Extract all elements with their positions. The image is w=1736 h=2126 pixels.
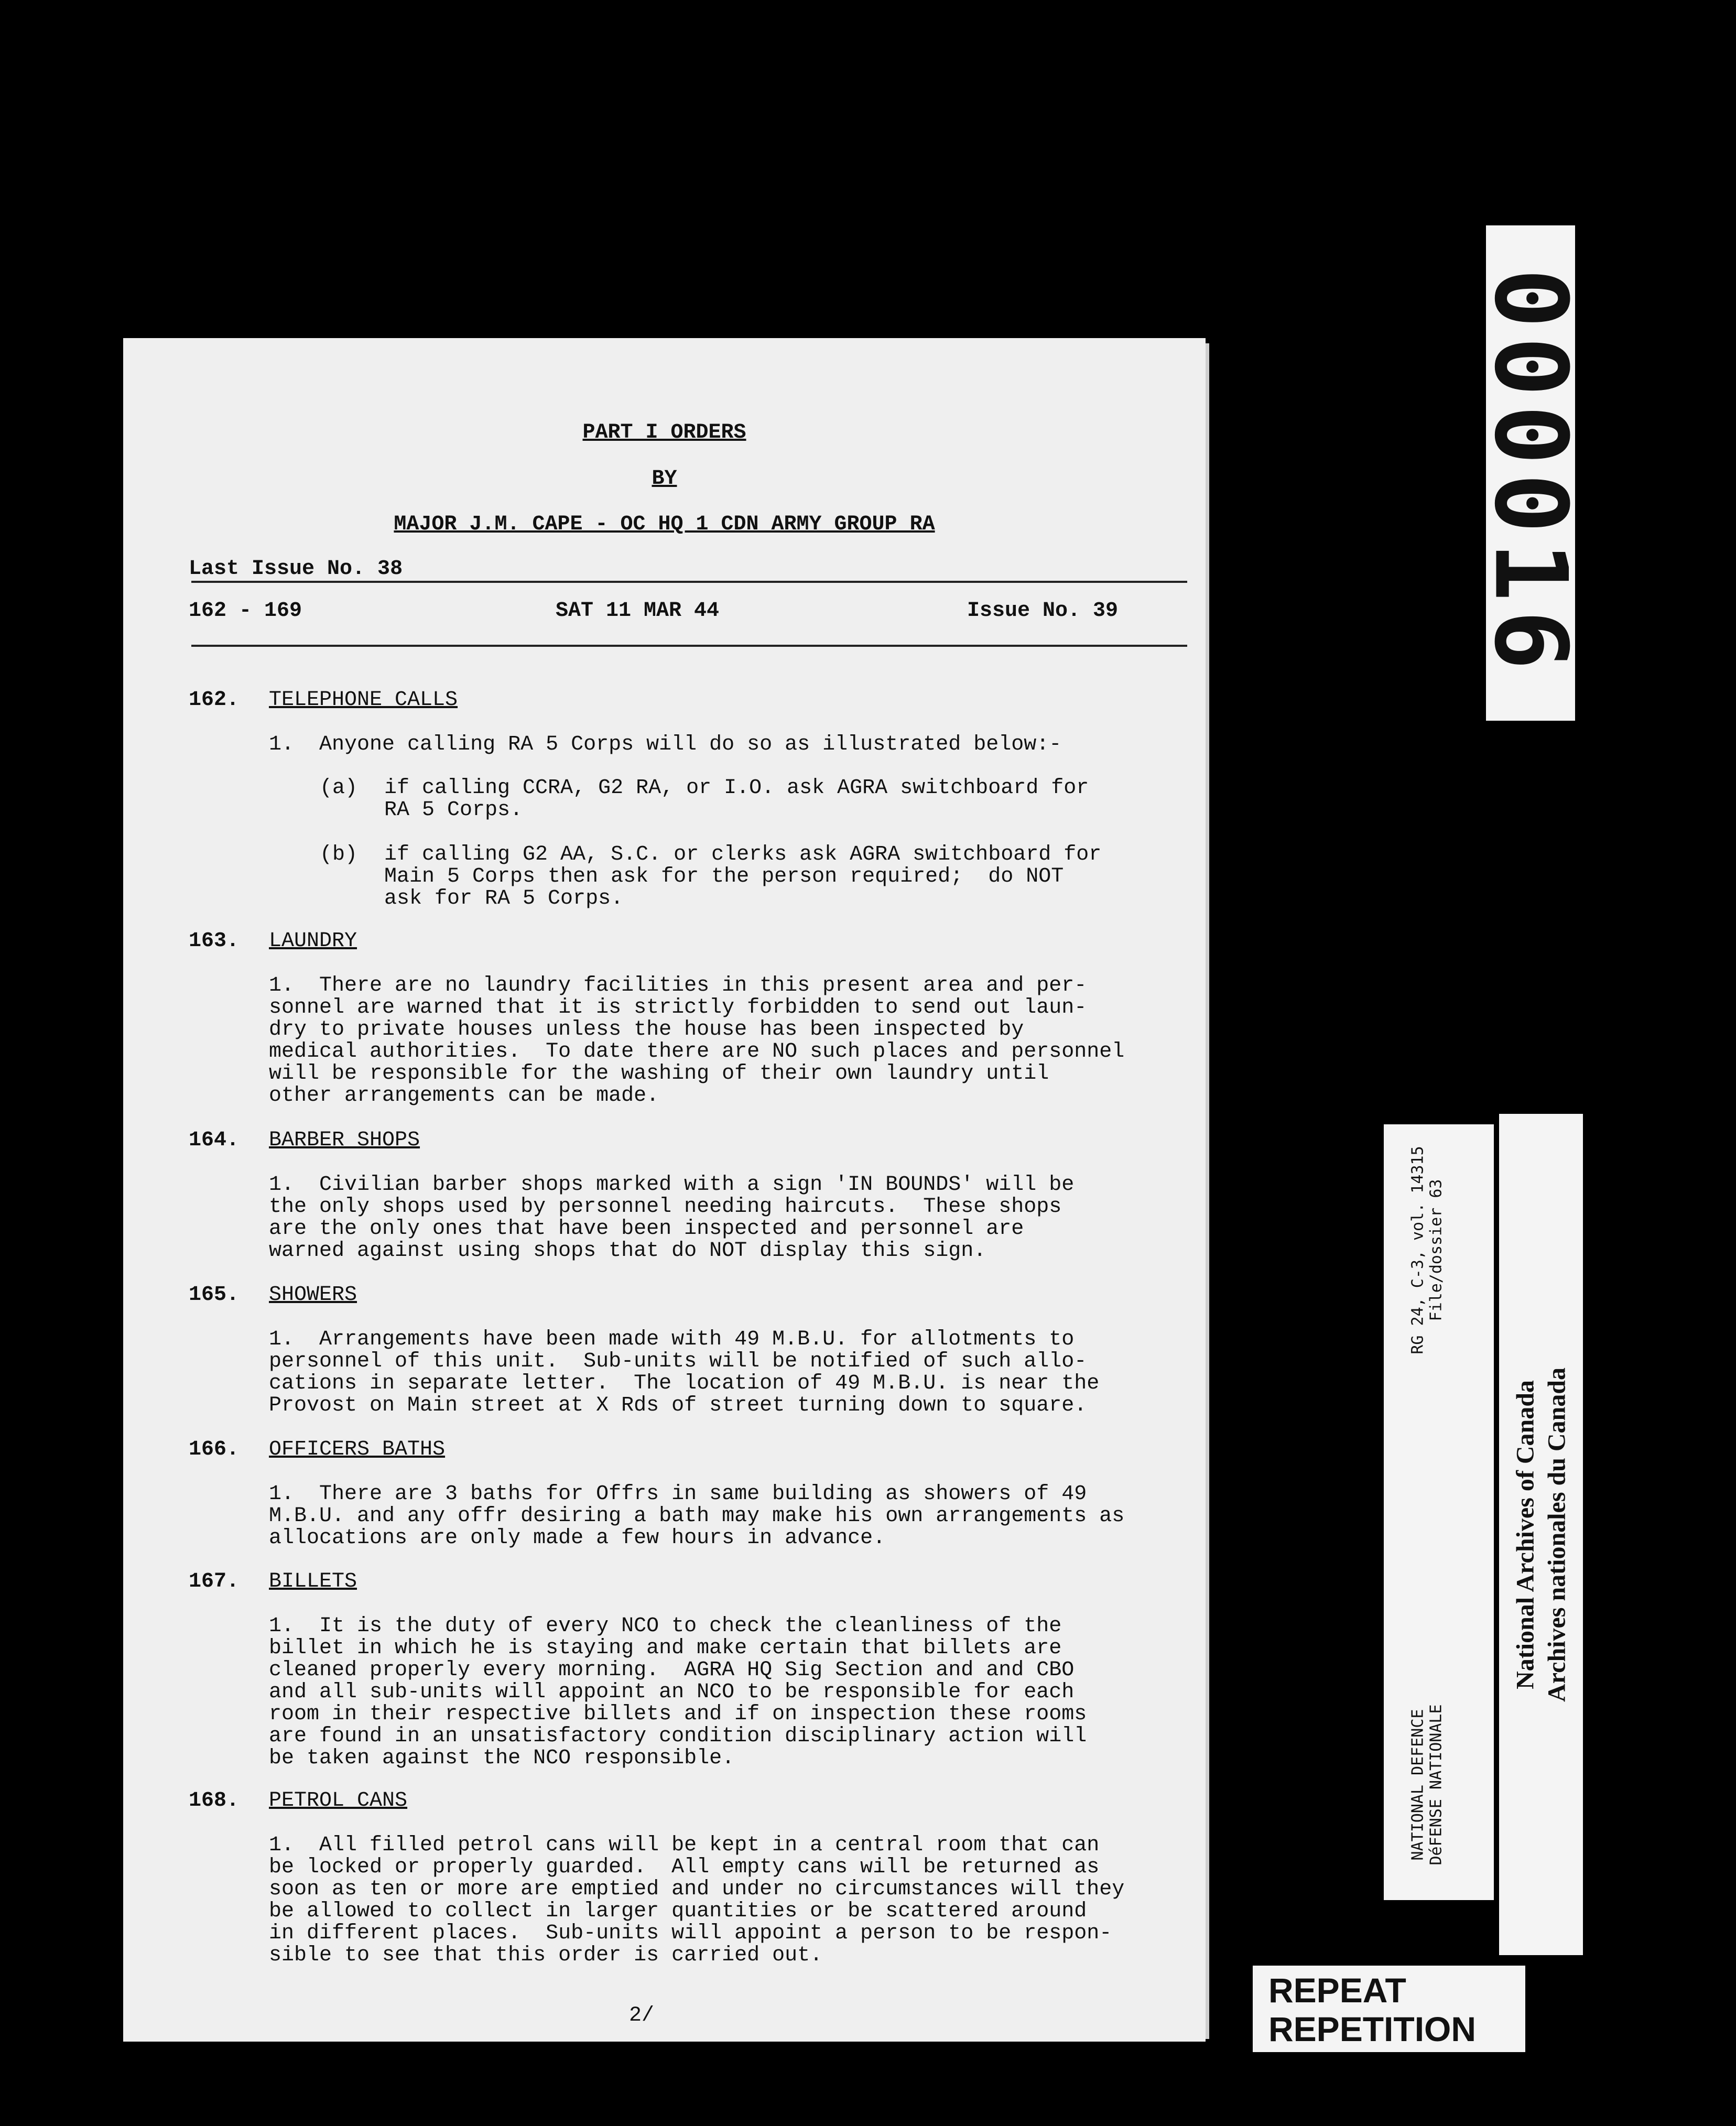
issue-number: Issue No. 39	[967, 599, 1119, 623]
section-line: the only shops used by personnel needing haircuts. These shops	[269, 1195, 1062, 1219]
section-line: dry to private houses unless the house has been inspected by	[269, 1018, 1024, 1042]
last-issue: Last Issue No. 38	[189, 557, 403, 581]
defence-line: NATIONAL DEFENCE	[1408, 1709, 1427, 1861]
section-line: 1. There are 3 baths for Offrs in same building as showers of 49	[269, 1482, 1087, 1506]
section-line: be taken against the NCO responsible.	[269, 1747, 735, 1770]
section-number: 162.	[189, 688, 240, 712]
section-line: be locked or properly guarded. All empty cans will be returned as	[269, 1856, 1100, 1879]
section-line: and all sub-units will appoint an NCO to be responsible for each	[269, 1680, 1075, 1704]
heading-issuer: MAJOR J.M. CAPE - OC HQ 1 CDN ARMY GROUP RA	[394, 513, 935, 536]
section-number: 168.	[189, 1789, 240, 1813]
document-page	[123, 338, 1206, 2042]
section-line: cations in separate letter. The location of 49 M.B.U. is near the	[269, 1372, 1100, 1395]
item-line: ask for RA 5 Corps.	[384, 887, 624, 910]
section-line: Provost on Main street at X Rds of street turning down to square.	[269, 1394, 1087, 1417]
archives-label	[1499, 1114, 1583, 1955]
item-line: if calling CCRA, G2 RA, or I.O. ask AGRA switchboard for	[384, 776, 1089, 800]
frame-number: 000016	[1472, 268, 1589, 678]
section-line: medical authorities. To date there are NO such places and personnel	[269, 1040, 1125, 1064]
section-line: cleaned properly every morning. AGRA HQ Sig Section and and CBO	[269, 1658, 1075, 1682]
section-line: billet in which he is staying and make certain that billets are	[269, 1636, 1062, 1660]
section-title: BILLETS	[269, 1570, 357, 1593]
section-line: 1. It is the duty of every NCO to check the cleanliness of the	[269, 1614, 1062, 1638]
section-line: 1. There are no laundry facilities in this present area and per-	[269, 974, 1087, 997]
archives-line: National Archives of Canada	[1511, 1380, 1539, 1689]
section-line: be allowed to collect in larger quantities or be scattered around	[269, 1900, 1087, 1923]
section-title: TELEPHONE CALLS	[269, 688, 458, 712]
section-intro: 1. Anyone calling RA 5 Corps will do so as illustrated below:-	[269, 733, 1062, 756]
page-number: 2/	[629, 2004, 655, 2027]
section-line: other arrangements can be made.	[269, 1084, 659, 1108]
section-line: M.B.U. and any offr desiring a bath may make his own arrangements as	[269, 1504, 1125, 1528]
section-title: BARBER SHOPS	[269, 1129, 420, 1152]
section-line: room in their respective billets and if on inspection these rooms	[269, 1702, 1087, 1726]
heading-part-orders: PART I ORDERS	[582, 421, 746, 444]
section-title: SHOWERS	[269, 1283, 357, 1307]
archives-line: Archives nationales du Canada	[1543, 1367, 1571, 1702]
section-number: 165.	[189, 1283, 240, 1307]
section-line: soon as ten or more are emptied and under no circumstances will they	[269, 1878, 1125, 1901]
section-title: LAUNDRY	[269, 929, 357, 953]
archive-reference-label	[1384, 1124, 1494, 1900]
section-line: 1. Civilian barber shops marked with a sign 'IN BOUNDS' will be	[269, 1173, 1075, 1197]
reference-line: RG 24, C-3, vol. 14315	[1408, 1146, 1427, 1354]
reference-line: File/dossier 63	[1427, 1179, 1446, 1321]
section-line: in different places. Sub-units will appoint a person to be respon-	[269, 1922, 1112, 1945]
frame-number-stamp	[1472, 225, 1589, 721]
repetition-line: REPETITION	[1268, 2010, 1477, 2048]
section-line: sonnel are warned that it is strictly forbidden to send out laun-	[269, 996, 1087, 1019]
item-line: Main 5 Corps then ask for the person required; do NOT	[384, 865, 1064, 888]
defence-line: DéFENSE NATIONALE	[1427, 1704, 1446, 1865]
item-line: if calling G2 AA, S.C. or clerks ask AGRA switchboard for	[384, 843, 1102, 866]
rule-top	[191, 581, 1187, 583]
section-number: 163.	[189, 929, 240, 953]
section-line: warned against using shops that do NOT display this sign.	[269, 1239, 986, 1263]
item-label: (b)	[320, 843, 358, 866]
rule-bottom	[191, 645, 1187, 647]
section-title: OFFICERS BATHS	[269, 1438, 446, 1461]
repeat-line: REPEAT	[1268, 1971, 1406, 2010]
order-range: 162 - 169	[189, 599, 302, 623]
section-line: allocations are only made a few hours in advance.	[269, 1526, 886, 1550]
section-number: 164.	[189, 1129, 240, 1152]
item-label: (a)	[320, 776, 358, 800]
section-line: will be responsible for the washing of their own laundry until	[269, 1062, 1049, 1086]
section-number: 166.	[189, 1438, 240, 1461]
section-line: 1. Arrangements have been made with 49 M.B.U. for allotments to	[269, 1328, 1075, 1351]
order-date: SAT 11 MAR 44	[556, 599, 720, 623]
section-line: 1. All filled petrol cans will be kept in a central room that can	[269, 1834, 1100, 1857]
section-line: personnel of this unit. Sub-units will be notified of such allo-	[269, 1350, 1087, 1373]
section-number: 167.	[189, 1570, 240, 1593]
heading-by: BY	[652, 467, 677, 491]
repeat-stamp	[1253, 1966, 1525, 2052]
section-line: sible to see that this order is carried out.	[269, 1944, 823, 1967]
item-line: RA 5 Corps.	[384, 798, 523, 822]
section-line: are found in an unsatisfactory condition disciplinary action will	[269, 1724, 1087, 1748]
section-title: PETROL CANS	[269, 1789, 408, 1813]
section-line: are the only ones that have been inspected and personnel are	[269, 1217, 1024, 1241]
